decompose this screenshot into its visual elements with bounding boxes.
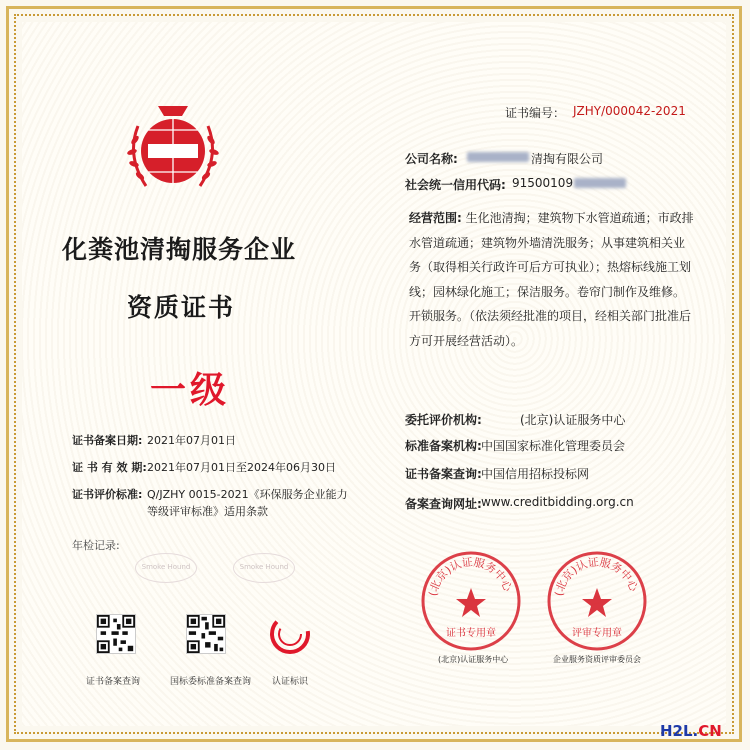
cert-number-label: 证书编号：	[505, 106, 566, 120]
certificate-grade: 一级	[150, 370, 231, 411]
scope-label: 经营范围:	[409, 211, 462, 225]
certificate-seal-right	[544, 548, 650, 654]
company-value: 清掏有限公司	[531, 152, 604, 166]
standard-value-line1: Q/JZHY 0015-2021《环保服务企业能力	[147, 488, 348, 501]
record-date-label: 证书备案日期:	[72, 434, 143, 447]
validity-label: 证 书 有 效 期:	[72, 461, 147, 474]
cert-number-value: JZHY/000042-2021	[573, 104, 686, 118]
standard-label: 证书评价标准:	[72, 488, 143, 501]
entrust-label: 委托评价机构:	[405, 413, 482, 427]
record-date-value: 2021年07月01日	[147, 434, 236, 447]
svg-text:证书专用章: 证书专用章	[446, 628, 496, 639]
company-label: 公司名称:	[405, 152, 458, 166]
svg-text:(北京)认证服务中心: (北京)认证服务中心	[426, 555, 515, 598]
credit-code-redacted	[574, 178, 626, 188]
annual-check-label: 年检记录:	[72, 539, 120, 552]
qr-caption-standard-query: 国标委标准备案查询	[170, 677, 252, 687]
website-label: 备案查询网址:	[405, 497, 482, 511]
entrust-value: (北京)认证服务中心	[520, 413, 626, 427]
certificate-seal-left	[418, 548, 524, 654]
svg-text:评审专用章: 评审专用章	[572, 628, 622, 639]
annual-check-stamp-2: Smoke Hound	[233, 553, 295, 583]
credit-code-value: 91500109	[512, 176, 574, 190]
standard-record-label: 标准备案机构:	[405, 439, 482, 453]
company-name-redacted	[467, 152, 529, 162]
certificate-title-line1: 化粪池清掏服务企业	[62, 235, 297, 264]
site-watermark: H2L.CN	[660, 722, 722, 740]
laurel-emblem-icon	[118, 96, 228, 206]
query-label: 证书备案查询:	[405, 467, 482, 481]
svg-text:(北京)认证服务中心: (北京)认证服务中心	[552, 555, 641, 598]
standard-record-value: 中国国家标准化管理委员会	[481, 439, 626, 453]
credit-code-label: 社会统一信用代码:	[405, 178, 506, 192]
qr-code-standard-query[interactable]	[186, 614, 226, 654]
standard-value-line2: 等级评审标准》适用条款	[147, 505, 268, 518]
left-seal-caption: (北京)认证服务中心	[438, 655, 509, 664]
qr-caption-record-query: 证书备案查询	[86, 677, 141, 687]
scope-value: 生化池清掏；建筑物下水管道疏通；市政排水管道疏通；建筑物外墙清洗服务；从事建筑相关业务（取得相关行政许可后方可执业）；热熔标线施工划线；园林绿化施工；保洁服务。卷帘门制作及维修。开锁服务。（依法须经批准的项目，经相关部门批准后方可开展经营活动）。	[409, 211, 694, 348]
certification-mark-icon	[268, 612, 312, 656]
certificate-title-line2: 资质证书	[127, 293, 236, 322]
qr-code-record-query[interactable]	[96, 614, 136, 654]
business-scope	[409, 206, 694, 353]
right-seal-caption: 企业服务资质评审委员会	[553, 655, 641, 664]
certification-mark-caption: 认证标识	[272, 677, 309, 687]
query-value: 中国信用招标投标网	[481, 467, 590, 481]
website-value: www.creditbidding.org.cn	[481, 495, 634, 509]
validity-value: 2021年07月01日至2024年06月30日	[147, 461, 336, 474]
annual-check-stamp-1: Smoke Hound	[135, 553, 197, 583]
